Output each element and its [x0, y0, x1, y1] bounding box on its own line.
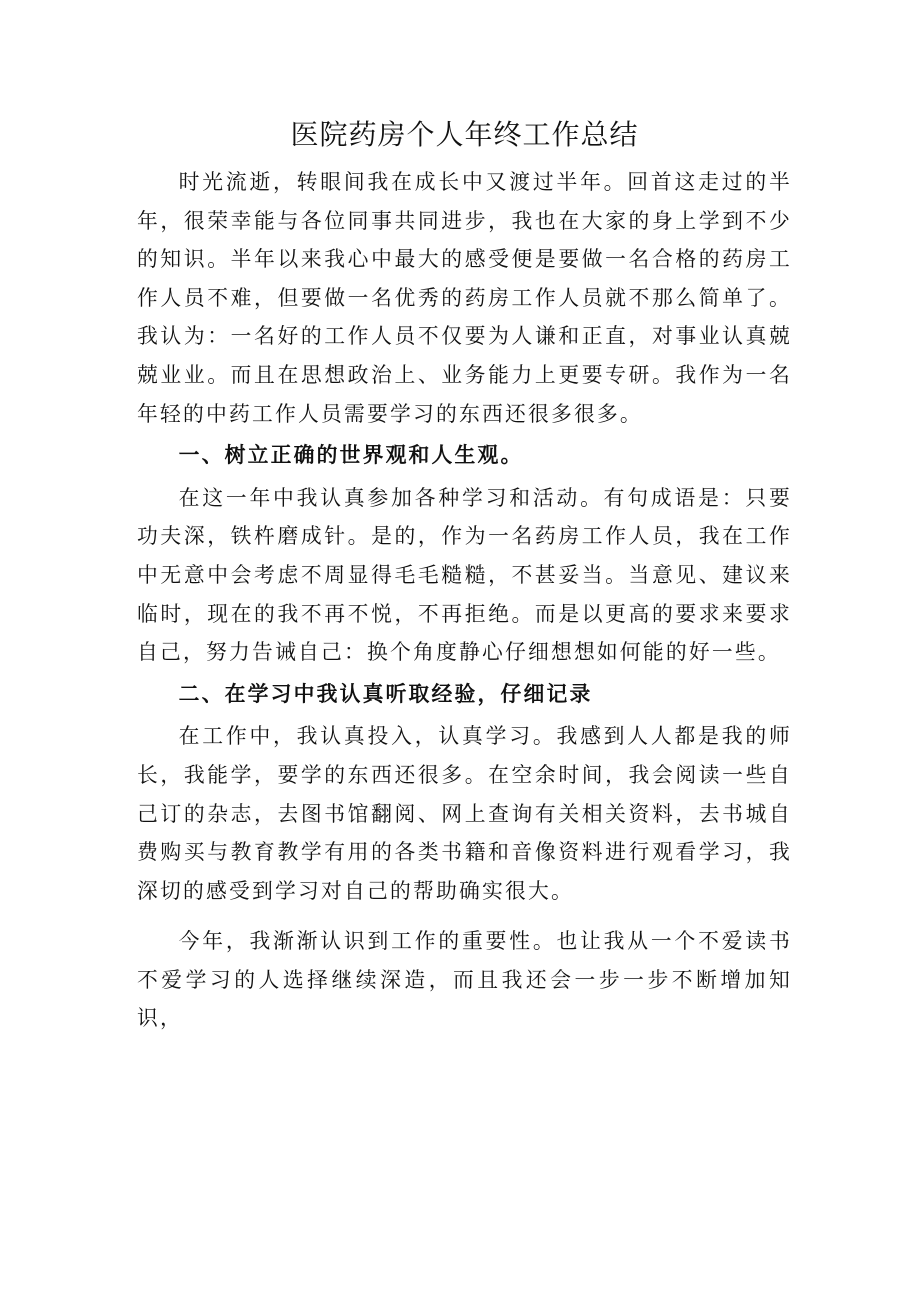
- paragraph-section-2-continued: 今年，我渐渐认识到工作的重要性。也让我从一个不爱读书不爱学习的人选择继续深造，而且我还会一步一步不断增加知识，: [137, 929, 792, 1031]
- paragraph-intro: 时光流逝，转眼间我在成长中又渡过半年。回首这走过的半年，很荣幸能与各位同事共同进步，我也在大家的身上学到不少的知识。半年以来我心中最大的感受便是要做一名合格的药房工作人员不难，但要做一名优秀的药房工作人员就不那么简单了。我认为：一名好的工作人员不仅要为人谦和正直，对事业认真兢兢业业。而且在思想政治上、业务能力上更要专研。我作为一名年轻的中药工作人员需要学习的东西还很多很多。: [137, 170, 792, 426]
- section-heading-2: 二、在学习中我认真听取经验，仔细记录: [178, 680, 593, 706]
- document-title: 医院药房个人年终工作总结: [290, 118, 639, 151]
- paragraph-section-2: 在工作中，我认真投入，认真学习。我感到人人都是我的师长，我能学，要学的东西还很多。在空余时间，我会阅读一些自己订的杂志，去图书馆翻阅、网上查询有关相关资料，去书城自费购买与教育教学有用的各类书籍和音像资料进行观看学习，我深切的感受到学习对自己的帮助确实很大。: [137, 724, 792, 903]
- paragraph-section-1: 在这一年中我认真参加各种学习和活动。有句成语是：只要功夫深，铁杵磨成针。是的，作为一名药房工作人员，我在工作中无意中会考虑不周显得毛毛糙糙，不甚妥当。当意见、建议来临时，现在的我不再不悦，不再拒绝。而是以更高的要求来要求自己，努力告诫自己：换个角度静心仔细想想如何能的好一些。: [137, 485, 792, 665]
- section-heading-1: 一、树立正确的世界观和人生观。: [178, 442, 524, 468]
- document-page: [137, 100, 792, 1041]
